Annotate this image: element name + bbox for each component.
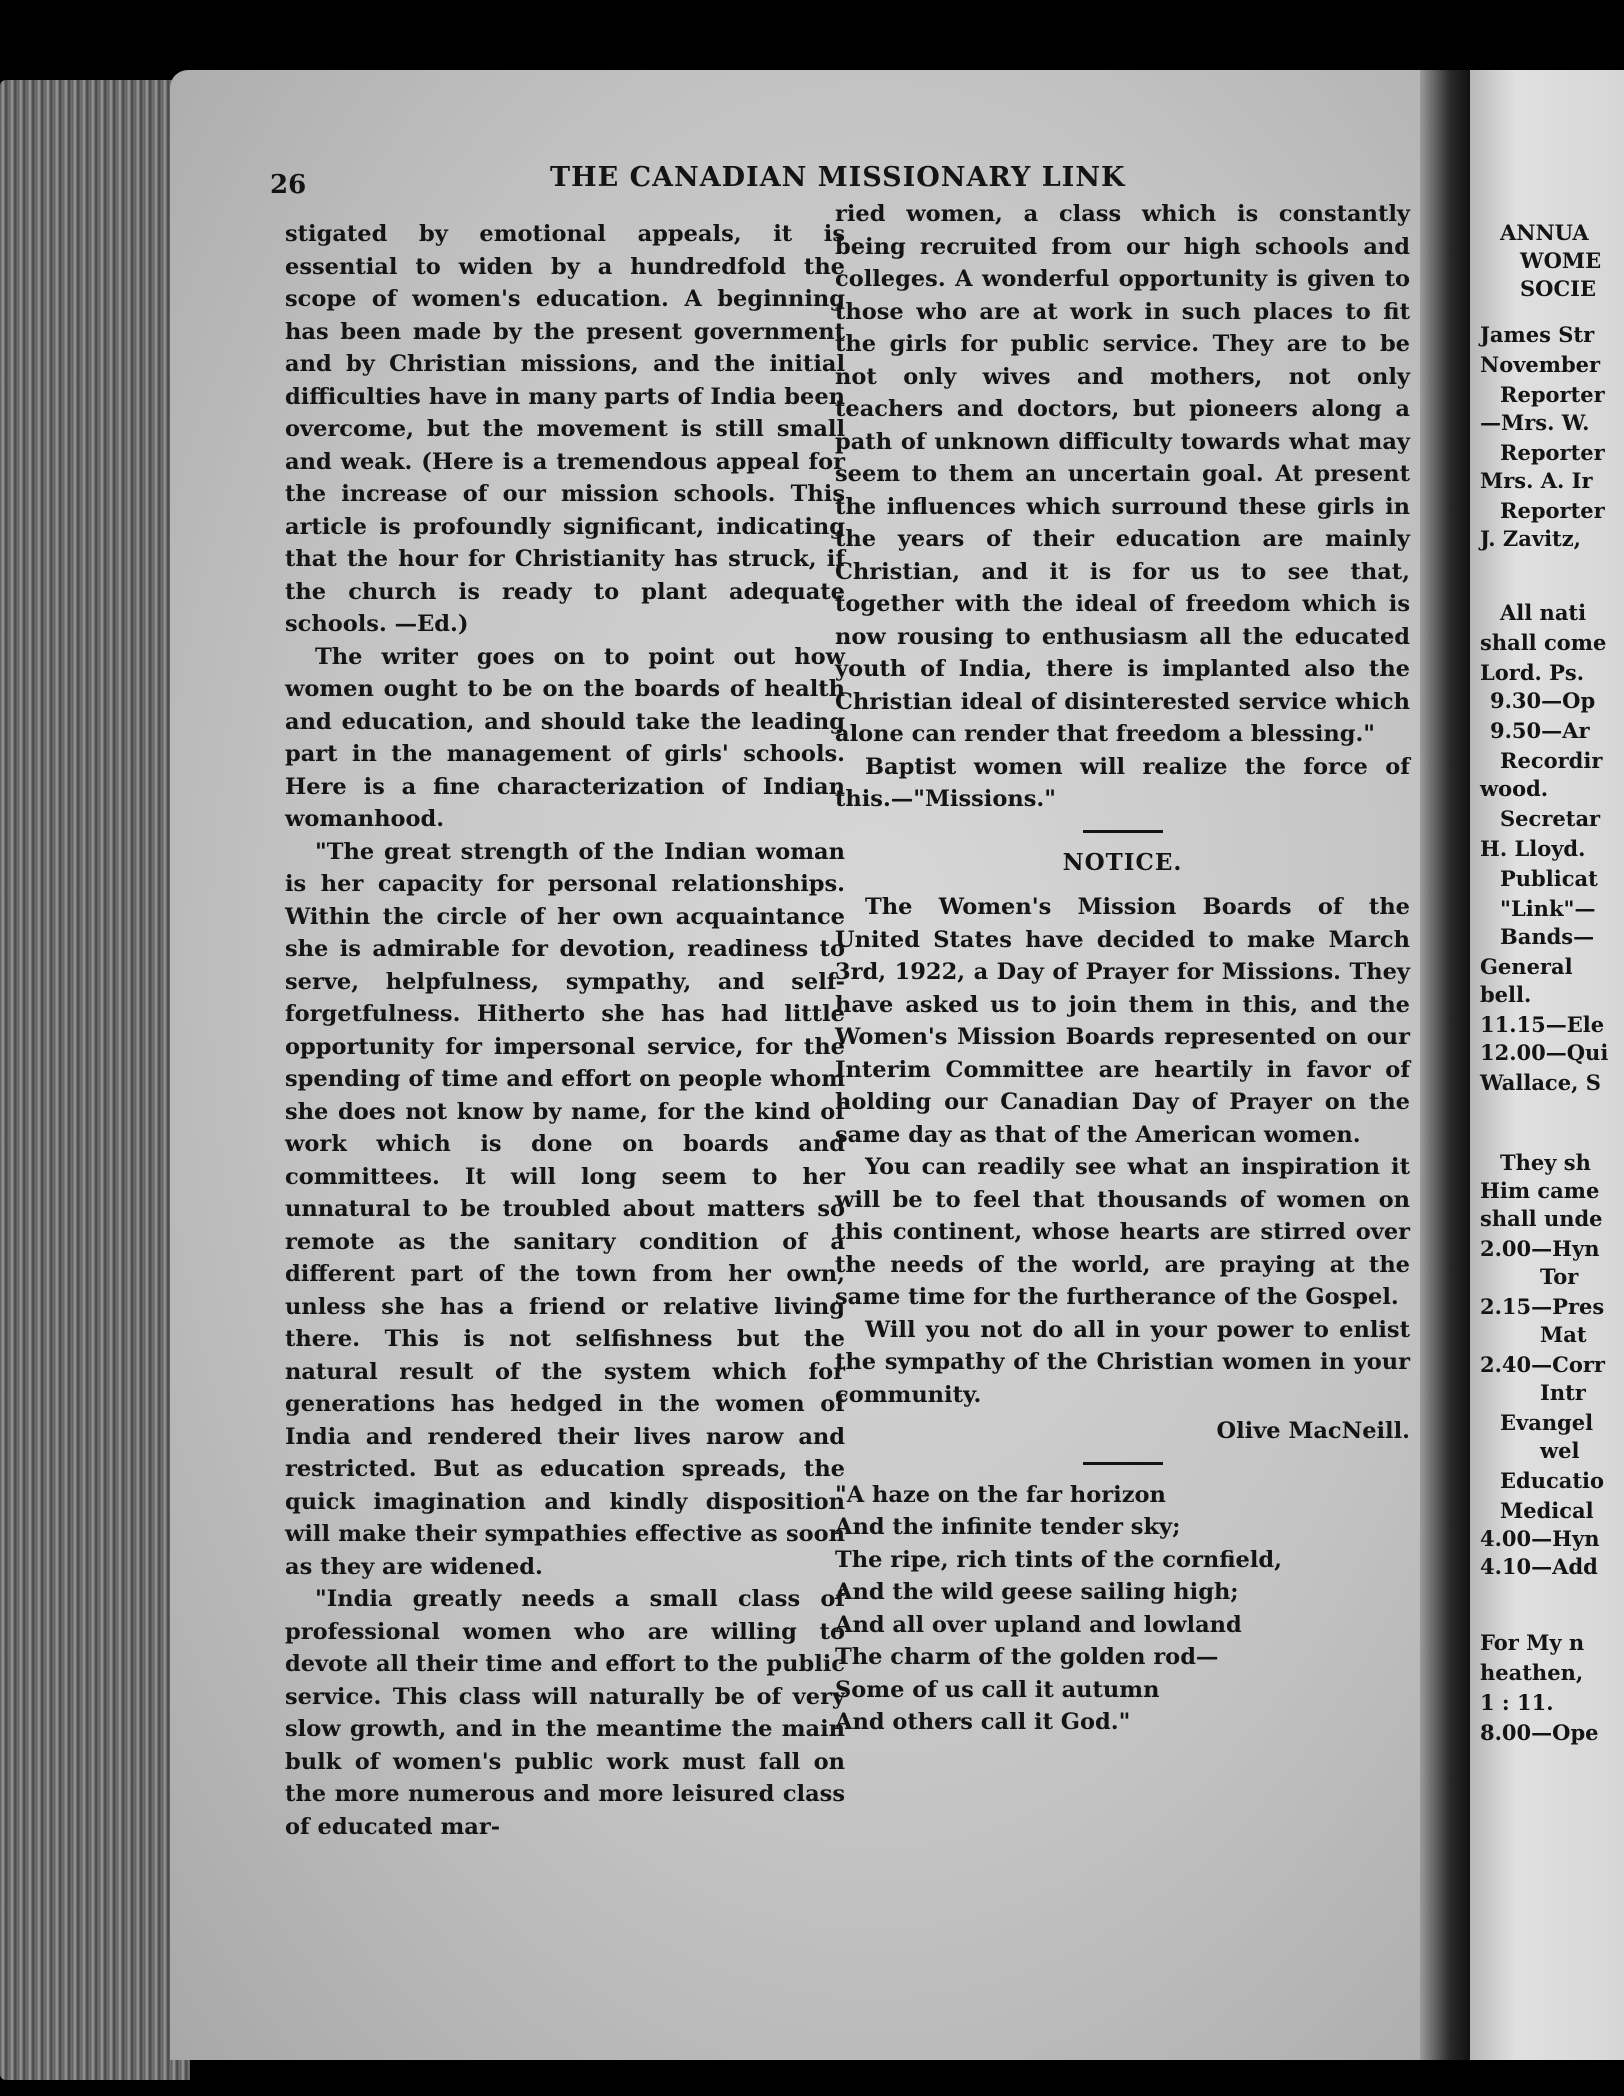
next-page-text: Him came — [1480, 1178, 1600, 1203]
poem-line: "A haze on the far horizon — [835, 1481, 1166, 1508]
next-page-text: November — [1480, 352, 1601, 377]
next-page-text: 2.15—Pres — [1480, 1294, 1605, 1319]
paragraph: Will you not do all in your power to enlist the sympathy of the Christian women in your community. — [835, 1316, 1410, 1408]
next-page-text: Lord. Ps. — [1480, 660, 1585, 685]
section-divider — [1083, 830, 1163, 833]
paragraph: ried women, a class which is constantly being recruited from our high schools and colleges. A wonderful opportunity is given to those who are at work in such places to fit the girls for public service. They are to be not only wives and mothers, not only teachers and doctors, but pioneers along a path of unknown difficulty towards what may seem to them an uncertain goal. At present the influences which surround these girls in the years of their education are mainly Christian, and it is for us to see that, together with the ideal of freedom which is now rousing to enthusiasm all the educated youth of India, there is implanted also the Christian ideal of disinterested service which alone can render that freedom a blessing." — [835, 201, 1410, 747]
next-page-text: wood. — [1480, 776, 1549, 801]
next-page-text: Mat — [1540, 1322, 1587, 1347]
poem — [835, 1479, 1410, 1739]
signature: Olive MacNeill. — [1216, 1418, 1410, 1444]
next-page-text: 1 : 11. — [1480, 1690, 1554, 1715]
notice-heading: NOTICE. — [1062, 848, 1183, 876]
next-page-text: Publicat — [1500, 866, 1598, 891]
next-page-text: J. Zavitz, — [1480, 526, 1581, 551]
paragraph: The writer goes on to point out how women ought to be on the boards of health and education, and should take the leading part in the management of girls' schools. Here is a fine characterization of Indian womanhood. — [285, 643, 845, 832]
next-page-text: Mrs. A. Ir — [1480, 468, 1593, 493]
next-page-text: Wallace, S — [1480, 1070, 1601, 1095]
paragraph: "The great strength of the Indian woman is her capacity for personal relationships. Within the circle of her own acquaintance she is admirable for devotion, readiness to serve, helpfulness, sympathy, and self-forgetfulness. Hitherto she has had little opportunity for impersonal service, for the spending of time and effort on people whom she does not know by name, for the kind of work which is done on boards and committees. It will long seem to her unnatural to be troubled about matters so remote as the sanitary condition of a different part of the town from her own, unless she has a friend or relative living there. This is not selfishness but the natural result of the system which for generations has hedged in the women of India and rendered their lives narow and restricted. But as education spreads, the quick imagination and kindly disposition will make their sympathies effective as soon as they are widened. — [285, 838, 845, 1580]
next-page-text: For My n — [1480, 1630, 1585, 1655]
right-column — [835, 198, 1410, 1739]
next-page-text: Reporter — [1500, 382, 1605, 407]
next-page-text: heathen, — [1480, 1660, 1584, 1685]
next-page-text: Recordir — [1500, 748, 1603, 773]
next-page-text: Tor — [1540, 1264, 1579, 1289]
section-divider — [1083, 1462, 1163, 1465]
next-page-text: Bands— — [1500, 924, 1595, 949]
next-page-text: James Str — [1480, 322, 1595, 347]
paragraph: Baptist women will realize the force of this.—"Missions." — [835, 753, 1410, 812]
next-page-text: Reporter — [1500, 498, 1605, 523]
poem-line: And all over upland and lowland — [835, 1611, 1242, 1638]
next-page-text: shall come — [1480, 630, 1607, 655]
next-page-fragment — [1470, 70, 1624, 2060]
next-page-text: Medical — [1500, 1498, 1594, 1523]
poem-line: The ripe, rich tints of the cornfield, — [835, 1546, 1282, 1573]
next-page-text: WOME — [1520, 248, 1602, 273]
next-page-text: 4.00—Hyn — [1480, 1526, 1600, 1551]
next-page-text: 11.15—Ele — [1480, 1012, 1605, 1037]
next-page-text: —Mrs. W. — [1480, 410, 1590, 435]
next-page-text: Secretar — [1500, 806, 1601, 831]
next-page-text: 2.40—Corr — [1480, 1352, 1605, 1377]
next-page-text: ANNUA — [1500, 220, 1589, 245]
book-fore-edge — [0, 80, 190, 2080]
paragraph: "India greatly needs a small class of professional women who are willing to devote all their time and effort to the public service. This class will naturally be of very slow growth, and in the meantime the main bulk of women's public work must fall on the more numerous and more leisured class of educated mar- — [285, 1586, 845, 1840]
next-page-text: Reporter — [1500, 440, 1605, 465]
paragraph: The Women's Mission Boards of the United States have decided to make March 3rd, 1922, a Day of Prayer for Missions. They have asked us to join them in this, and the Women's Mission Boards represented on our Interim Committee are heartily in favor of holding our Canadian Day of Prayer on the same day as that of the American women. — [835, 894, 1410, 1148]
poem-line: And others call it God." — [835, 1709, 1131, 1735]
next-page-text: "Link"— — [1500, 896, 1596, 921]
left-column — [285, 218, 845, 1843]
next-page-text: shall unde — [1480, 1206, 1603, 1231]
next-page-text: Educatio — [1500, 1468, 1605, 1493]
next-page-text: H. Lloyd. — [1480, 836, 1586, 861]
poem-line: Some of us call it autumn — [835, 1676, 1160, 1703]
next-page-text: wel — [1540, 1438, 1580, 1463]
next-page-text: They sh — [1500, 1150, 1591, 1175]
next-page-text: 8.00—Ope — [1480, 1720, 1599, 1745]
poem-line: And the wild geese sailing high; — [835, 1579, 1239, 1605]
next-page-text: 12.00—Qui — [1480, 1040, 1609, 1065]
paragraph: You can readily see what an inspiration it will be to feel that thousands of women on this continent, whose hearts are stirred over the needs of the world, are praying at the same time for the furtherance of the Gospel. — [835, 1154, 1410, 1310]
next-page-text: 9.30—Op — [1490, 688, 1596, 713]
next-page-text: All nati — [1500, 600, 1587, 625]
running-title: THE CANADIAN MISSIONARY LINK — [550, 162, 1126, 193]
next-page-text: 9.50—Ar — [1490, 718, 1590, 743]
page-number: 26 — [270, 170, 307, 200]
next-page-text: 2.00—Hyn — [1480, 1236, 1600, 1261]
next-page-text: 4.10—Add — [1480, 1554, 1598, 1579]
book-page — [170, 70, 1450, 2060]
next-page-text: Intr — [1540, 1380, 1586, 1405]
poem-line: The charm of the golden rod— — [835, 1644, 1219, 1670]
next-page-text: General — [1480, 954, 1573, 979]
poem-line: And the infinite tender sky; — [835, 1514, 1181, 1540]
book-gutter — [1420, 70, 1470, 2060]
next-page-text: bell. — [1480, 982, 1532, 1007]
next-page-text: Evangel — [1500, 1410, 1594, 1435]
next-page-text: SOCIE — [1520, 276, 1597, 301]
paragraph: stigated by emotional appeals, it is essential to widen by a hundredfold the scope of women's education. A beginning has been made by the present government and by Christian missions, and the initial difficulties have in many parts of India been overcome, but the movement is still small and weak. (Here is a tremendous appeal for the increase of our mission schools. This article is profoundly significant, indicating that the hour for Christianity has struck, if the church is ready to plant adequate schools. —Ed.) — [285, 221, 845, 637]
